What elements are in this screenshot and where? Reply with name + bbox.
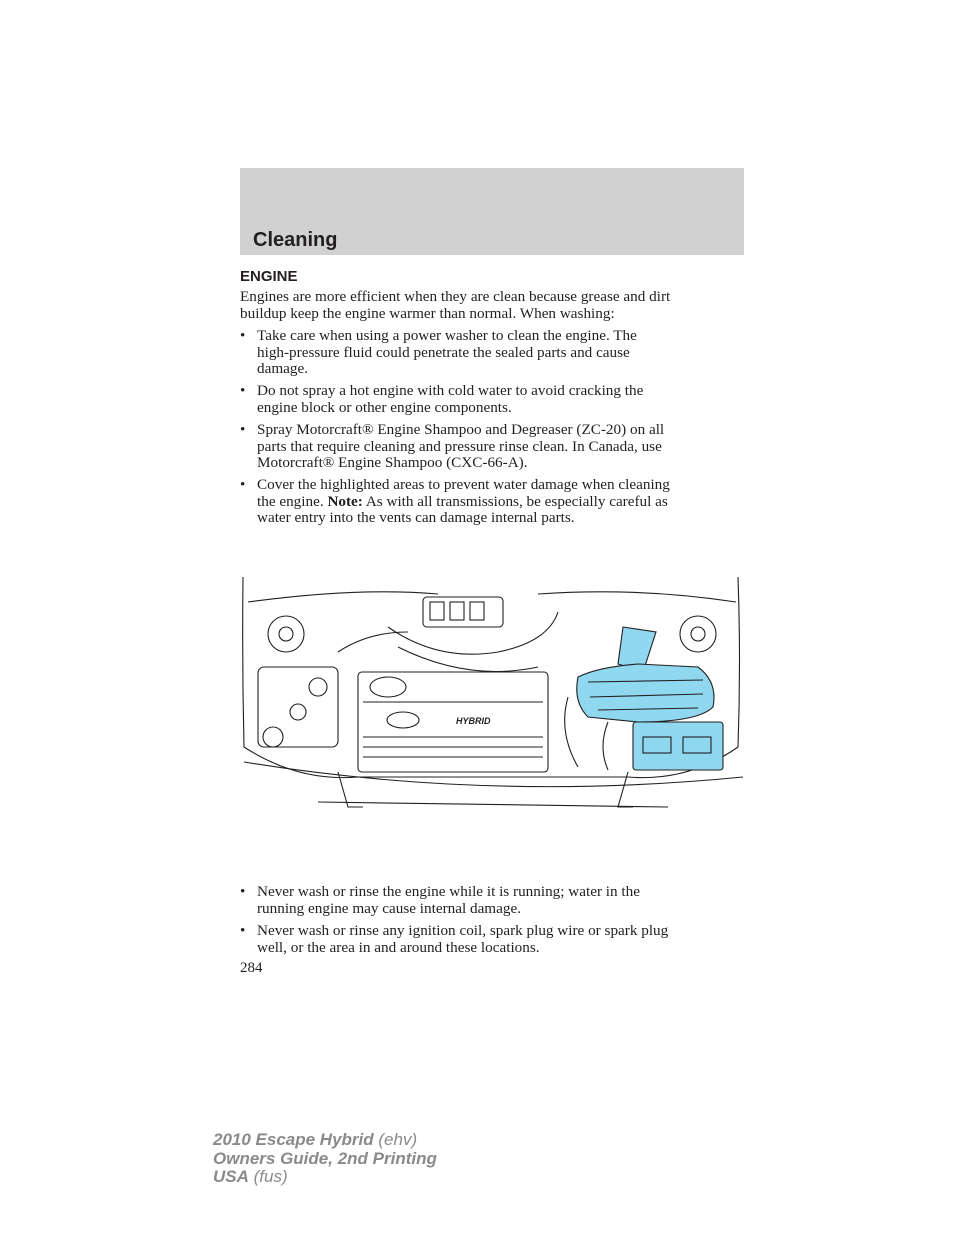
bullet-marker: • xyxy=(240,382,246,399)
text-line: Take care when using a power washer to clean the engine. The xyxy=(257,327,637,344)
text-line: Engines are more efficient when they are clean because grease and dirt xyxy=(240,288,671,305)
text-line: buildup keep the engine warmer than normal. When washing: xyxy=(240,304,615,322)
text-line: engine block or other engine components. xyxy=(257,398,512,416)
footer-market: USA xyxy=(213,1167,249,1186)
bullet-marker: • xyxy=(240,922,246,939)
text-line: damage. xyxy=(257,360,309,378)
bullet-item xyxy=(240,383,643,416)
text-line: Spray Motorcraft® Engine Shampoo and Degreaser (ZC-20) on all xyxy=(257,421,665,438)
bullet-marker: • xyxy=(240,327,246,344)
text-line: running engine may cause internal damage. xyxy=(257,899,521,917)
text-line: parts that require cleaning and pressure rinse clean. In Canada, use xyxy=(257,437,662,455)
footer-printing: Owners Guide, 2nd Printing xyxy=(213,1148,437,1168)
fender-line-left xyxy=(248,592,438,602)
oil-filler-cap xyxy=(370,677,406,697)
document-footer xyxy=(213,1131,437,1187)
coolant-reservoir xyxy=(258,667,338,747)
footer-market-code: (fus) xyxy=(248,1167,288,1186)
intro-paragraph xyxy=(240,289,670,322)
text-run: As with all transmissions, be especially careful as xyxy=(362,492,668,510)
chapter-header xyxy=(240,168,744,255)
note-label: Note: xyxy=(327,492,363,510)
text-run: the engine. xyxy=(257,492,328,510)
text-line: water entry into the vents can damage internal parts. xyxy=(257,509,575,527)
bullet-marker: • xyxy=(240,421,246,438)
bullet-item xyxy=(240,923,668,956)
page-number: 284 xyxy=(240,960,263,976)
bullet-item xyxy=(240,328,637,378)
text-line: Never wash or rinse the engine while it is running; water in the xyxy=(257,883,640,900)
bullet-marker: • xyxy=(240,476,246,493)
text-line: Cover the highlighted areas to prevent water damage when cleaning xyxy=(257,476,670,493)
bullet-item xyxy=(240,422,664,472)
section-title: ENGINE xyxy=(240,268,298,285)
chapter-title: Cleaning xyxy=(253,229,338,251)
text-line: well, or the area in and around these locations. xyxy=(257,938,540,956)
highlight-air-box xyxy=(577,664,714,722)
text-line: Never wash or rinse any ignition coil, spark plug wire or spark plug xyxy=(257,922,669,939)
bullet-item xyxy=(240,477,670,527)
strut-mount-right xyxy=(680,616,716,652)
text-line xyxy=(257,494,670,511)
fender-line-right xyxy=(538,592,736,602)
footer-model-code: (ehv) xyxy=(373,1130,418,1149)
highlight-battery xyxy=(633,722,723,770)
bullet-item xyxy=(240,884,640,917)
hybrid-logo: HYBRID xyxy=(456,716,491,726)
footer-model: 2010 Escape Hybrid xyxy=(213,1130,374,1149)
text-line: high-pressure fluid could penetrate the sealed parts and cause xyxy=(257,343,630,361)
text-line: Motorcraft® Engine Shampoo (CXC-66-A). xyxy=(257,454,528,472)
text-line: Do not spray a hot engine with cold water to avoid cracking the xyxy=(257,382,644,399)
strut-mount-left xyxy=(268,616,304,652)
engine-compartment-illustration xyxy=(238,572,746,832)
bullet-marker: • xyxy=(240,883,246,900)
